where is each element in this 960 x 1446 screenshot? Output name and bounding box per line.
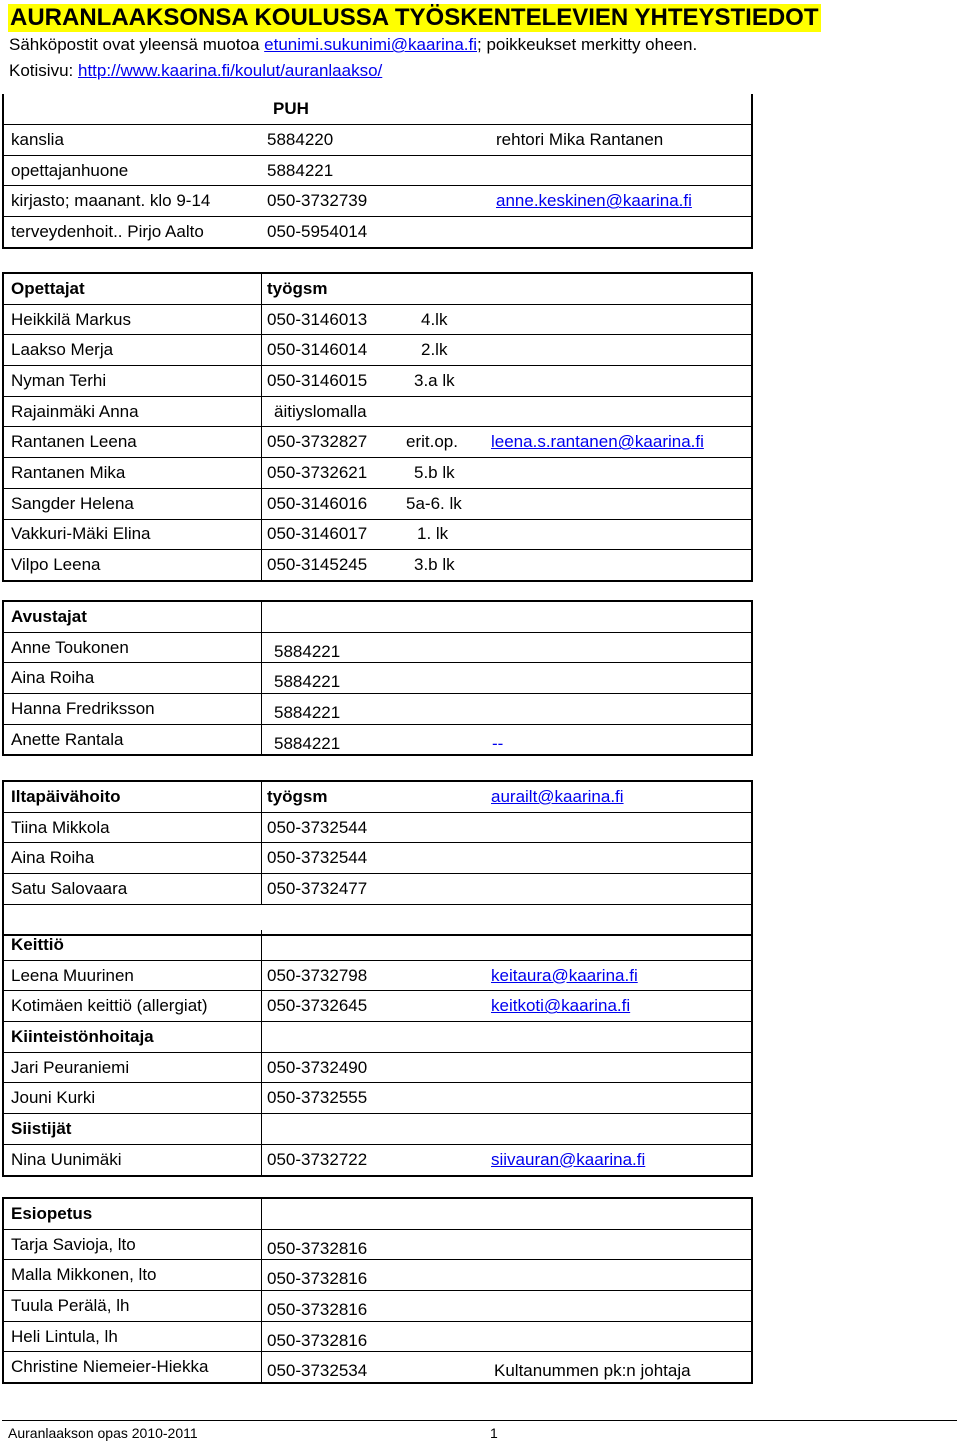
office-header-row	[4, 94, 751, 125]
table-row: Tiina Mikkola 050-3732544	[4, 813, 751, 844]
cleaners-email-link[interactable]: siivauran@kaarina.fi	[491, 1149, 646, 1169]
table-row: Anne Toukonen 5884221	[4, 633, 751, 664]
teachers-header-row: Opettajat työgsm	[4, 274, 751, 305]
table-row: Heikkilä Markus 050-3146013 4.lk	[4, 305, 751, 336]
cleaners-header-row: Siistijät	[4, 1114, 751, 1145]
table-row: Vakkuri-Mäki Elina 050-3146017 1. lk	[4, 520, 751, 551]
table-row: Rantanen Leena 050-3732827 erit.op. leena.s.rantanen@kaarina.fi	[4, 427, 751, 458]
table-row: opettajanhuone 5884221	[4, 156, 751, 187]
table-row: Aina Roiha 050-3732544	[4, 843, 751, 874]
table-row: Jari Peuraniemi 050-3732490	[4, 1053, 751, 1084]
kitchen-header-row: Keittiö	[4, 930, 751, 961]
assistants-header-row: Avustajat	[4, 602, 751, 633]
table-row: Tarja Savioja, lto 050-3732816	[4, 1230, 751, 1261]
maintenance-header-row: Kiinteistönhoitaja	[4, 1022, 751, 1053]
allergy-kitchen-email-link[interactable]: keitkoti@kaarina.fi	[491, 996, 631, 1016]
table-row: Anette Rantala 5884221 --	[11, 729, 504, 753]
table-row: Hanna Fredriksson 5884221	[4, 694, 751, 725]
table-row: Sangder Helena 050-3146016 5a-6. lk	[4, 489, 751, 520]
preschool-table	[2, 1197, 753, 1384]
preschool-header-row: Esiopetus	[4, 1199, 751, 1230]
table-row: Tuula Perälä, lh 050-3732816	[4, 1291, 751, 1322]
table-row: Christine Niemeier-Hiekka 050-3732534 Kultanummen pk:n johtaja	[11, 1357, 691, 1381]
table-row: Rantanen Mika 050-3732621 5.b lk	[4, 458, 751, 489]
afternoon-email-link[interactable]: aurailt@kaarina.fi	[491, 786, 624, 806]
teacher-email-link[interactable]: leena.s.rantanen@kaarina.fi	[491, 432, 704, 452]
page-title: AURANLAAKSONSA KOULUSSA TYÖSKENTELEVIEN YHTEYSTIEDOT	[10, 4, 819, 31]
teachers-table	[2, 272, 753, 582]
table-row: Rajainmäki Anna äitiyslomalla	[4, 397, 751, 428]
office-phone-header: PUH	[273, 99, 309, 118]
table-row: terveydenhoit.. Pirjo Aalto 050-5954014	[11, 221, 368, 241]
assistants-table	[2, 600, 753, 756]
table-row: Heli Lintula, lh 050-3732816	[4, 1322, 751, 1353]
table-row: Kotimäen keittiö (allergiat) 050-3732645 keitkoti@kaarina.fi	[4, 991, 751, 1022]
table-row: Vilpo Leena 050-3145245 3.b lk	[11, 555, 455, 575]
homepage-line: Kotisivu: http://www.kaarina.fi/koulut/auranlaakso/	[9, 61, 383, 80]
email-format-note: Sähköpostit ovat yleensä muotoa etunimi.sukunimi@kaarina.fi; poikkeukset merkitty oheen.	[9, 35, 698, 54]
footer-guide-label: Auranlaakson opas 2010-2011	[8, 1425, 198, 1441]
homepage-link[interactable]: http://www.kaarina.fi/koulut/auranlaakso/	[77, 61, 383, 80]
table-row: Laakso Merja 050-3146014 2.lk	[4, 335, 751, 366]
kitchen-email-link[interactable]: keitaura@kaarina.fi	[491, 965, 638, 985]
table-row: kanslia 5884220 rehtori Mika Rantanen	[4, 125, 751, 156]
footer-page-number: 1	[490, 1425, 498, 1441]
table-row: Nyman Terhi 050-3146015 3.a lk	[4, 366, 751, 397]
table-row: Leena Muurinen 050-3732798 keitaura@kaarina.fi	[4, 961, 751, 992]
table-row: kirjasto; maanant. klo 9-14 050-3732739 anne.keskinen@kaarina.fi	[4, 186, 751, 217]
table-row: Nina Uunimäki 050-3732722 siivauran@kaarina.fi	[4, 1145, 751, 1175]
footer-divider	[2, 1420, 957, 1421]
office-table	[2, 94, 753, 249]
table-row: Satu Salovaara 050-3732477	[4, 874, 751, 905]
table-row: Jouni Kurki 050-3732555	[4, 1083, 751, 1114]
library-email-link[interactable]: anne.keskinen@kaarina.fi	[496, 191, 692, 211]
email-pattern-link[interactable]: etunimi.sukunimi@kaarina.fi	[264, 35, 478, 54]
afternoon-header-row: Iltapäivähoito työgsm aurailt@kaarina.fi	[4, 782, 751, 813]
services-table	[2, 930, 753, 1177]
afternoon-care-table	[2, 780, 753, 936]
table-row: Aina Roiha 5884221	[4, 663, 751, 694]
table-row: Malla Mikkonen, lto 050-3732816	[4, 1260, 751, 1291]
